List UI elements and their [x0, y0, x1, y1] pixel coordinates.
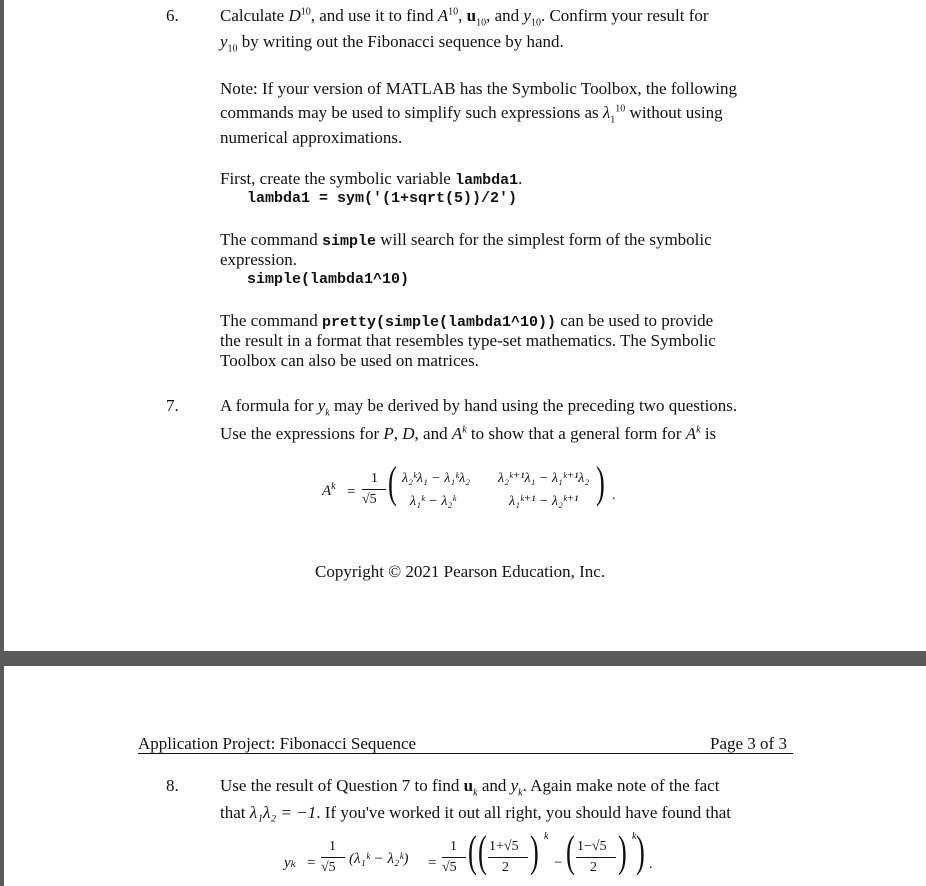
code-simple: simple(lambda1^10): [247, 271, 410, 288]
simple-line-2: expression.: [220, 250, 297, 269]
first-line: First, create the symbolic variable lambda1.: [220, 169, 523, 189]
matrix-entry-11: λ₂ᵏλ₁ − λ₁ᵏλ₂: [402, 471, 471, 486]
pretty-line-1: The command pretty(simple(lambda1^10)) can be used to provide: [220, 311, 714, 331]
matrix-entry-12: λ₂ᵏ⁺¹λ₁ − λ₁ᵏ⁺¹λ₂: [498, 471, 590, 486]
question-6-number: 6.: [166, 6, 179, 25]
note-line-1: Note: If your version of MATLAB has the Symbolic Toolbox, the following: [220, 79, 737, 98]
header-title: Application Project: Fibonacci Sequence: [138, 734, 417, 753]
note-line-3: numerical approximations.: [220, 128, 403, 147]
code-sym-lambda1: lambda1 = sym('(1+sqrt(5))/2'): [247, 190, 518, 207]
question-7-line-2: Use the expressions for P, D, and $A^k$ to show that a general form for $A^k$ is: [220, 424, 717, 443]
question-6-line-2: $y_{10}$ by writing out the Fibonacci sequence by hand.: [220, 32, 564, 55]
question-7-line-1: A formula for $y_k$ may be derived by hand using the preceding two questions.: [220, 396, 738, 419]
question-7-number: 7.: [166, 396, 179, 415]
question-8-line-2: that λ₁λ₂ = −1. If you've worked it out all right, you should have found that: [220, 803, 732, 822]
pretty-line-3: Toolbox can also be used on matrices.: [220, 351, 479, 370]
header-rule: [138, 753, 793, 754]
document-page-1: 6. Calculate $D^{10}$, and use it to find $A^{10}$, $u_{10}$, and $y_{10}$. Confirm your result for $y_{10}$ by writing out the Fibonacci sequence by hand. Note: If your version of MATLAB has the Symbolic Toolbox, the following commands may be used to simplify such expressions as $\lambda_1^{10}$ without using numerical approximations. First, create the symbolic variable lambda1. lambda1 = sym('(1+sqrt(5))/2') The command simple will search for the simplest form of the symbolic expression. simple(lambda1^10) The command pretty(simple(lambda1^10)) can be used to provide the result in a format that resembles type-set mathematics. The Symbolic Toolbox can also be used on matrices. 7. A formula for $y_k$ may be derived by hand using the preceding two questions. Use the expressions for P, D, and $A^k$ to show that a general form for $A^k$ is $A^k$ = 1 √5 ( λ₂ᵏλ₁ − λ₁ᵏλ₂ λ₂ᵏ⁺¹λ₁ − λ₁ᵏ⁺¹λ₂ λ₁ᵏ − λ₂ᵏ λ₁ᵏ⁺¹ − λ₂ᵏ⁺¹ ) . Copyright © 2021 Pearson Education, Inc.: [4, 0, 926, 651]
matrix-entry-21: λ₁ᵏ − λ₂ᵏ: [410, 494, 457, 509]
question-8-number: 8.: [166, 776, 179, 795]
question-8-line-1: Use the result of Question 7 to find $u_k$ and $y_k$. Again make note of the fact: [220, 776, 720, 799]
question-6-line-1: Calculate $D^{10}$, and use it to find $A^{10}$, $u_{10}$, and $y_{10}$. Confirm your result for: [220, 6, 709, 29]
pretty-line-2: the result in a format that resembles type-set mathematics. The Symbolic: [220, 331, 716, 350]
matrix-entry-22: λ₁ᵏ⁺¹ − λ₂ᵏ⁺¹: [509, 494, 579, 509]
header-page-number: Page 3 of 3: [710, 734, 787, 753]
document-page-2: Application Project: Fibonacci Sequence Page 3 of 3 8. Use the result of Question 7 to find $u_k$ and $y_k$. Again make note of the fact that λ₁λ₂ = −1. If you've worked it out all right, you should have found that yₖ = 1 √5 (λ₁ᵏ − λ₂ᵏ) = 1 √5 ( ( 1+√5 2 ) k − ( 1−√5 2 ) k ) .: [4, 666, 926, 886]
copyright: Copyright © 2021 Pearson Education, Inc.: [315, 562, 606, 581]
note-line-2: commands may be used to simplify such expressions as $\lambda_1^{10}$ without using: [220, 103, 723, 126]
simple-line-1: The command simple will search for the simplest form of the symbolic: [220, 230, 712, 250]
